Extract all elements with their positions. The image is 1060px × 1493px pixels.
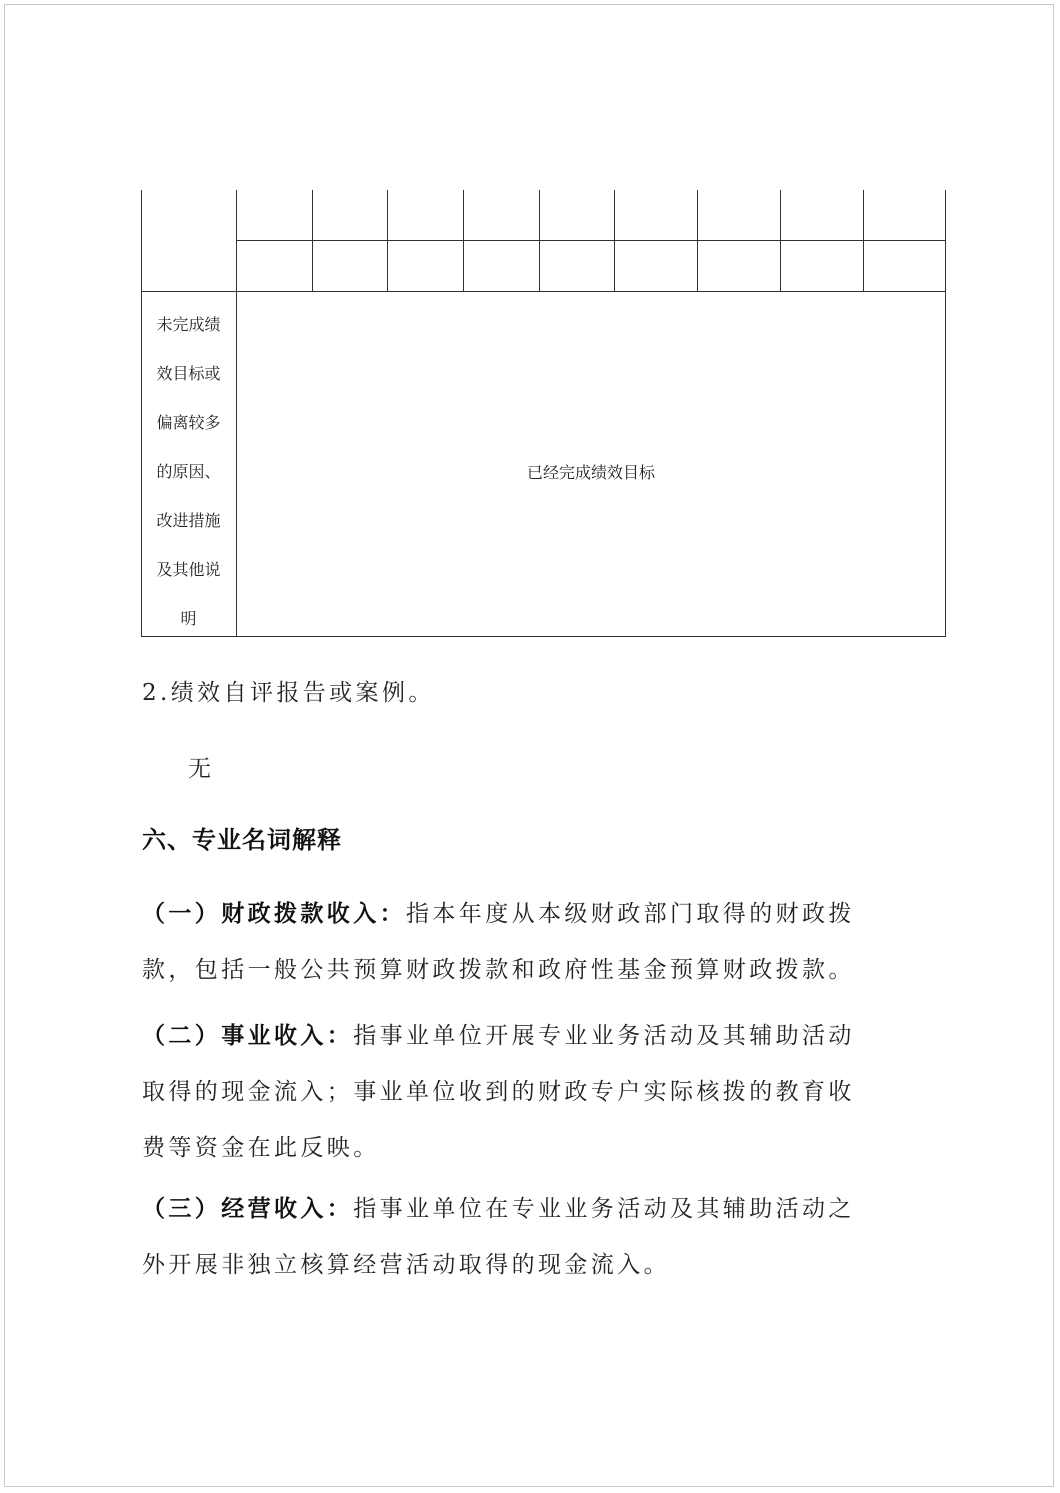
table-border-right: [945, 190, 946, 637]
table-col-divider: [780, 190, 781, 291]
reason-label-line: 偏离较多: [156, 413, 221, 432]
table-label-divider: [236, 190, 237, 637]
section2-content: 无: [188, 756, 215, 782]
reason-label-line: 及其他说: [156, 560, 221, 579]
definition-3: [142, 1181, 917, 1293]
table-col-divider: [863, 190, 864, 291]
performance-table: [141, 190, 946, 637]
definition-term: （二）事业收入：: [142, 1022, 354, 1049]
definition-line: [142, 886, 917, 942]
table-row-divider: [141, 291, 946, 292]
definition-2: [142, 1008, 917, 1176]
definition-text: 指事业单位在专业业务活动及其辅助活动之: [353, 1196, 855, 1222]
table-col-divider: [614, 190, 615, 291]
definition-term: （三）经营收入：: [142, 1195, 354, 1222]
table-col-divider: [539, 190, 540, 291]
reason-label-line: 未完成绩: [156, 315, 221, 334]
reason-label-line: 明: [180, 609, 197, 628]
table-col-divider: [312, 190, 313, 291]
definition-text: 指本年度从本级财政部门取得的财政拨: [406, 901, 855, 927]
table-col-divider: [463, 190, 464, 291]
definition-line: 款，包括一般公共预算财政拨款和政府性基金预算财政拨款。: [142, 957, 855, 983]
definition-line: 外开展非独立核算经营活动取得的现金流入。: [142, 1252, 670, 1278]
definition-line: [142, 1181, 917, 1237]
table-inner-divider: [236, 240, 946, 241]
section6-heading: 六、专业名词解释: [142, 825, 342, 854]
definition-text: 指事业单位开展专业业务活动及其辅助活动: [353, 1023, 855, 1049]
definition-1: [142, 886, 917, 998]
reason-label-line: 效目标或: [156, 364, 221, 383]
reason-value: 已经完成绩效目标: [526, 463, 655, 482]
reason-label-line: 改进措施: [156, 511, 221, 530]
reason-label-line: 的原因、: [156, 462, 221, 481]
reason-label: [141, 300, 236, 643]
definition-term: （一）财政拨款收入：: [142, 900, 406, 927]
definition-line: [142, 1008, 917, 1064]
definition-line: 费等资金在此反映。: [142, 1135, 380, 1161]
section2-title: 2.绩效自评报告或案例。: [142, 680, 435, 706]
table-col-divider: [387, 190, 388, 291]
table-border-bottom: [141, 636, 946, 637]
table-col-divider: [697, 190, 698, 291]
definition-line: 取得的现金流入；事业单位收到的财政专户实际核拨的教育收: [142, 1079, 855, 1105]
